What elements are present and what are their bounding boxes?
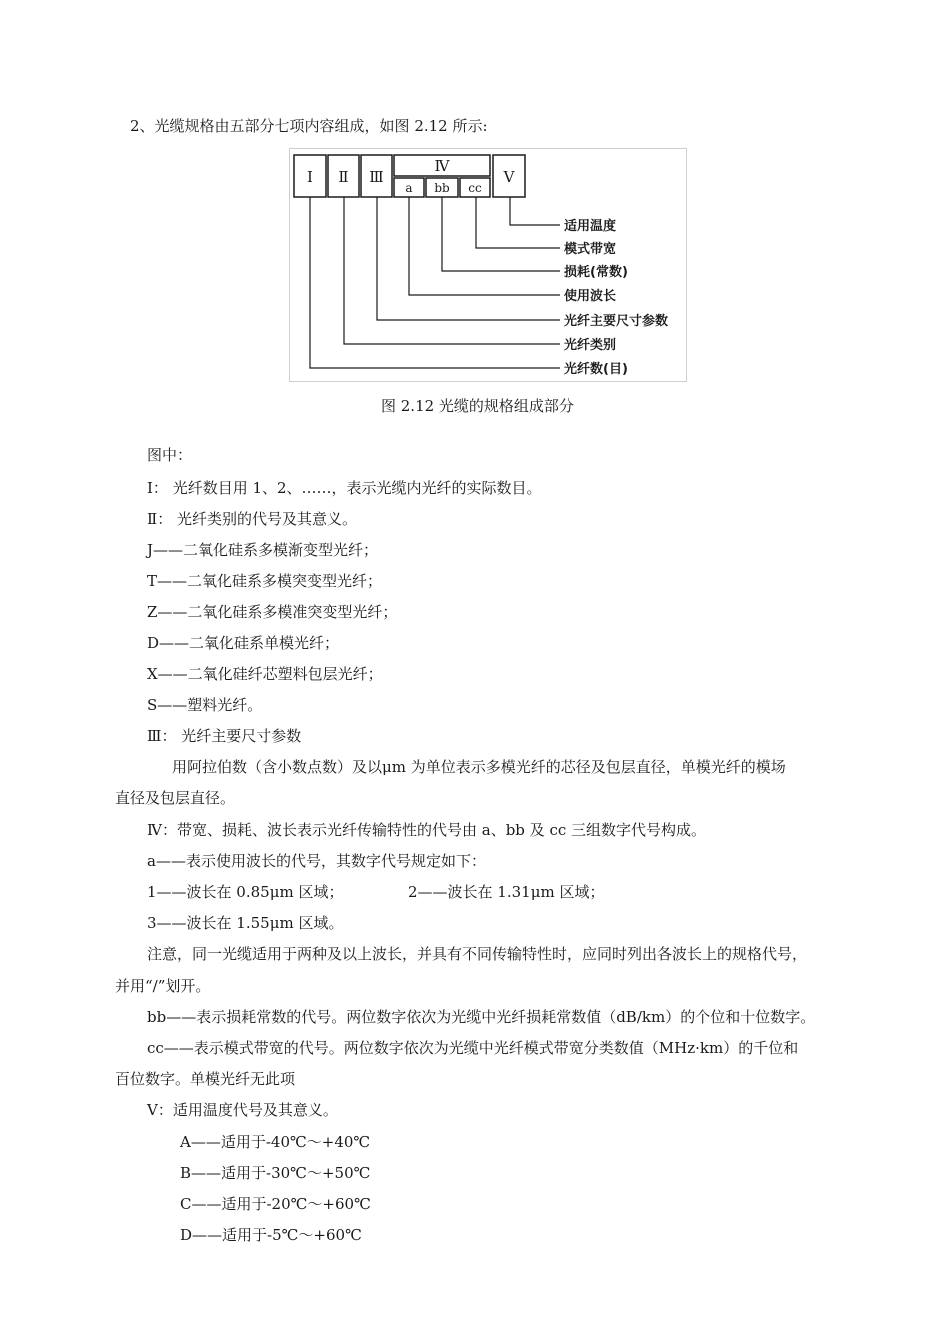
- text-line: a——表示使用波长的代号，其数字代号规定如下：: [147, 852, 486, 870]
- text-line: C——适用于-20℃～+60℃: [180, 1195, 371, 1213]
- label-loss: 损耗(常数): [564, 265, 628, 280]
- box-bb-label: bb: [434, 181, 450, 195]
- text-line: A——适用于-40℃～+40℃: [180, 1133, 371, 1151]
- box-I-label: Ⅰ: [307, 168, 313, 186]
- leader-count: [310, 197, 560, 368]
- label-category: 光纤类别: [564, 338, 617, 353]
- text-line: 3——波长在 1.55μm 区域。: [147, 914, 344, 932]
- text-line: Ⅴ：适用温度代号及其意义。: [147, 1101, 338, 1119]
- box-IV-label: Ⅳ: [434, 157, 450, 175]
- text-line: T——二氧化硅系多模突变型光纤；: [147, 572, 383, 590]
- box-a-label: a: [405, 181, 413, 195]
- leader-wavelength: [409, 197, 560, 295]
- label-temperature: 适用温度: [564, 219, 617, 234]
- label-size: 光纤主要尺寸参数: [564, 314, 669, 329]
- text-line: Z——二氧化硅系多模准突变型光纤；: [147, 603, 398, 621]
- box-III-label: Ⅲ: [369, 168, 384, 186]
- leader-loss: [442, 197, 560, 271]
- label-bandwidth: 模式带宽: [564, 242, 617, 257]
- text-line: cc——表示模式带宽的代号。两位数字依次为光缆中光纤模式带宽分类数值（MHz·km）的千位和: [147, 1039, 799, 1057]
- box-II-label: Ⅱ: [338, 168, 349, 186]
- text-line: X——二氧化硅纤芯塑料包层光纤；: [147, 665, 383, 683]
- text-line: 图中：: [147, 446, 193, 464]
- text-line: 并用“/”划开。: [115, 977, 211, 995]
- spec-diagram-svg: [290, 149, 686, 381]
- box-V-label: Ⅴ: [503, 168, 515, 186]
- leader-bandwidth: [476, 197, 560, 248]
- text-line: Ⅱ： 光纤类别的代号及其意义。: [147, 510, 357, 528]
- text-line: D——二氧化硅系单模光纤；: [147, 634, 340, 652]
- text-line: D——适用于-5℃～+60℃: [180, 1226, 362, 1244]
- text-line: 2——波长在 1.31μm 区域；: [408, 883, 605, 901]
- text-line: S——塑料光纤。: [147, 696, 263, 714]
- label-count: 光纤数(目): [564, 362, 628, 377]
- text-line: B——适用于-30℃～+50℃: [180, 1164, 371, 1182]
- figure-caption: 图 2.12 光缆的规格组成部分: [381, 397, 574, 415]
- text-line: 百位数字。单模光纤无此项: [115, 1070, 296, 1088]
- text-line: 1——波长在 0.85μm 区域；: [147, 883, 344, 901]
- text-line: 直径及包层直径。: [115, 789, 236, 807]
- leader-temperature: [510, 197, 560, 225]
- label-wavelength: 使用波长: [564, 289, 617, 304]
- spec-diagram: [289, 148, 687, 382]
- text-line: Ⅳ：带宽、损耗、波长表示光纤传输特性的代号由 a、bb 及 cc 三组数字代号构成。: [147, 821, 707, 839]
- text-line: Ⅲ： 光纤主要尺寸参数: [147, 727, 302, 745]
- text-line: 注意，同一光缆适用于两种及以上波长，并具有不同传输特性时，应同时列出各波长上的规格代号，: [147, 945, 808, 963]
- intro-line: 2、光缆规格由五部分七项内容组成，如图 2.12 所示:: [130, 117, 488, 135]
- text-line: Ⅰ： 光纤数目用 1、2、……，表示光缆内光纤的实际数目。: [147, 479, 542, 497]
- text-line: J——二氧化硅系多模渐变型光纤；: [147, 541, 379, 559]
- text-line: bb——表示损耗常数的代号。两位数字依次为光缆中光纤损耗常数值（dB/km）的个位和十位数字。: [147, 1008, 816, 1026]
- leader-size: [377, 197, 560, 320]
- box-cc-label: cc: [468, 181, 482, 195]
- text-line: 用阿拉伯数（含小数点数）及以μm 为单位表示多模光纤的芯径及包层直径，单模光纤的模场: [172, 758, 786, 776]
